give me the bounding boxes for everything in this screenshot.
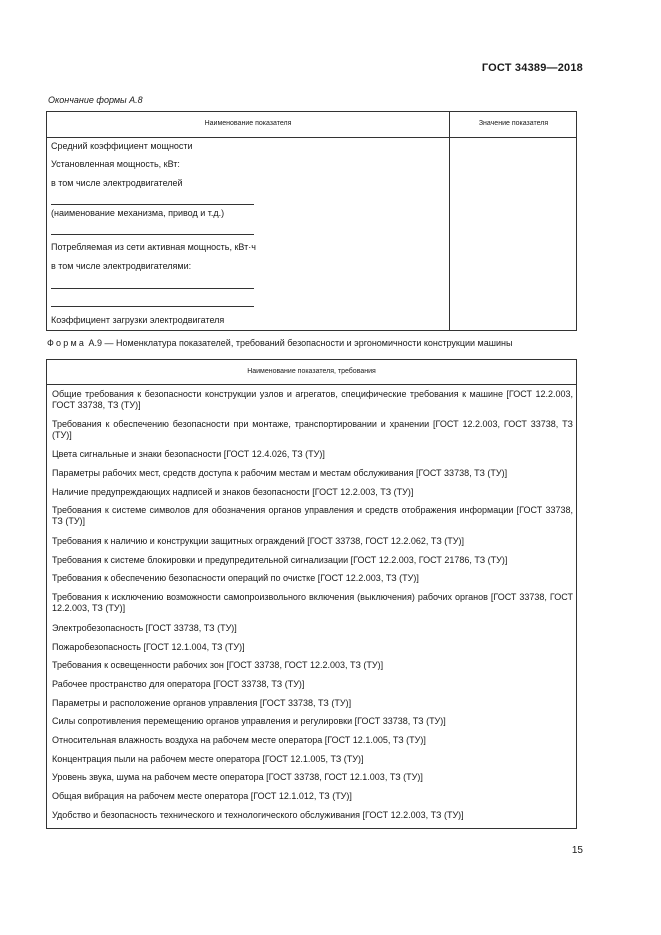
column-divider xyxy=(449,112,450,330)
table-row: (наименование механизма, привод и т.д.) xyxy=(51,208,225,218)
list-item: Уровень звука, шума на рабочем месте оператора [ГОСТ 33738, ГОСТ 12.1.003, ТЗ (ТУ)] xyxy=(52,772,423,782)
col-header-requirement: Наименование показателя, требования xyxy=(247,368,376,375)
list-item: Требования к наличию и конструкции защитных ограждений [ГОСТ 33738, ГОСТ 12.2.062, ТЗ (ТУ)] xyxy=(52,536,464,546)
list-item: Рабочее пространство для оператора [ГОСТ 33738, ТЗ (ТУ)] xyxy=(52,679,305,689)
col-header-name: Наименование показателя xyxy=(204,120,292,127)
table-row: в том числе электродвигателями: xyxy=(51,261,192,271)
list-item: Пожаробезопасность [ГОСТ 12.1.004, ТЗ (ТУ)] xyxy=(52,642,245,652)
list-item: Удобство и безопасность технического и технологического обслуживания [ГОСТ 12.2.003, ТЗ (ТУ)] xyxy=(52,810,464,820)
list-item: Силы сопротивления перемещению органов управления и регулировки [ГОСТ 33738, ТЗ (ТУ)] xyxy=(52,716,446,726)
list-item: Параметры рабочих мест, средств доступа к рабочим местам и местам обслуживания [ГОСТ 33738, ТЗ (ТУ)] xyxy=(52,468,508,478)
form-a8-table xyxy=(46,111,577,331)
list-item: Относительная влажность воздуха на рабочем месте оператора [ГОСТ 12.1.005, ТЗ (ТУ)] xyxy=(52,735,426,745)
list-item: Общие требования к безопасности конструкции узлов и агрегатов, специфические требования к машине [ГОСТ 12.2.003, ГОСТ 33738, ТЗ (ТУ)] xyxy=(52,389,573,410)
list-item: Электробезопасность [ГОСТ 33738, ТЗ (ТУ)] xyxy=(52,623,237,633)
form-a9-caption xyxy=(47,338,512,348)
blank-fill-line xyxy=(51,234,254,235)
blank-fill-line xyxy=(51,204,254,205)
list-item: Цвета сигнальные и знаки безопасности [ГОСТ 12.4.026, ТЗ (ТУ)] xyxy=(52,449,325,459)
caption-form-word: Форма xyxy=(47,338,87,348)
list-item: Наличие предупреждающих надписей и знаков безопасности [ГОСТ 12.2.003, ТЗ (ТУ)] xyxy=(52,487,414,497)
list-item: Требования к исключению возможности самопроизвольного включения (выключения) рабочих органов [ГОСТ 33738, ГОСТ 12.2.003, ТЗ (ТУ)] xyxy=(52,592,573,613)
list-item: Требования к обеспечению безопасности при монтаже, транспортировании и хранении [ГОСТ 12.2.003, ГОСТ 33738, ТЗ (ТУ)] xyxy=(52,419,573,440)
form-a8-continuation-label: Окончание формы А.8 xyxy=(48,95,143,105)
table-row: Потребляемая из сети активная мощность, кВт·ч xyxy=(51,242,256,252)
form-a9-header-row xyxy=(47,360,576,385)
standard-number: ГОСТ 34389—2018 xyxy=(481,62,583,74)
blank-fill-line xyxy=(51,306,254,307)
table-row: Установленная мощность, кВт: xyxy=(51,159,180,169)
caption-title: А.9 — Номенклатура показателей, требований безопасности и эргономичности конструкции машины xyxy=(86,338,513,348)
page-number: 15 xyxy=(571,845,583,856)
list-item: Концентрация пыли на рабочем месте оператора [ГОСТ 12.1.005, ТЗ (ТУ)] xyxy=(52,754,364,764)
form-a9-table xyxy=(46,359,577,829)
table-row: Средний коэффициент мощности xyxy=(51,141,193,151)
list-item: Параметры и расположение органов управления [ГОСТ 33738, ТЗ (ТУ)] xyxy=(52,698,352,708)
list-item: Требования к освещенности рабочих зон [ГОСТ 33738, ГОСТ 12.2.003, ТЗ (ТУ)] xyxy=(52,660,384,670)
table-row: Коэффициент загрузки электродвигателя xyxy=(51,315,225,325)
table-row: в том числе электродвигателей xyxy=(51,178,183,188)
list-item: Требования к системе блокировки и предупредительной сигнализации [ГОСТ 12.2.003, ГОСТ 21786, ТЗ (ТУ)] xyxy=(52,555,508,565)
blank-fill-line xyxy=(51,288,254,289)
list-item: Общая вибрация на рабочем месте оператора [ГОСТ 12.1.012, ТЗ (ТУ)] xyxy=(52,791,352,801)
list-item: Требования к системе символов для обозначения органов управления и средств отображения информации [ГОСТ 33738, ТЗ (ТУ)] xyxy=(52,505,573,526)
list-item: Требования к обеспечению безопасности операций по очистке [ГОСТ 12.2.003, ТЗ (ТУ)] xyxy=(52,573,419,583)
col-header-value: Значение показателя xyxy=(478,120,549,127)
